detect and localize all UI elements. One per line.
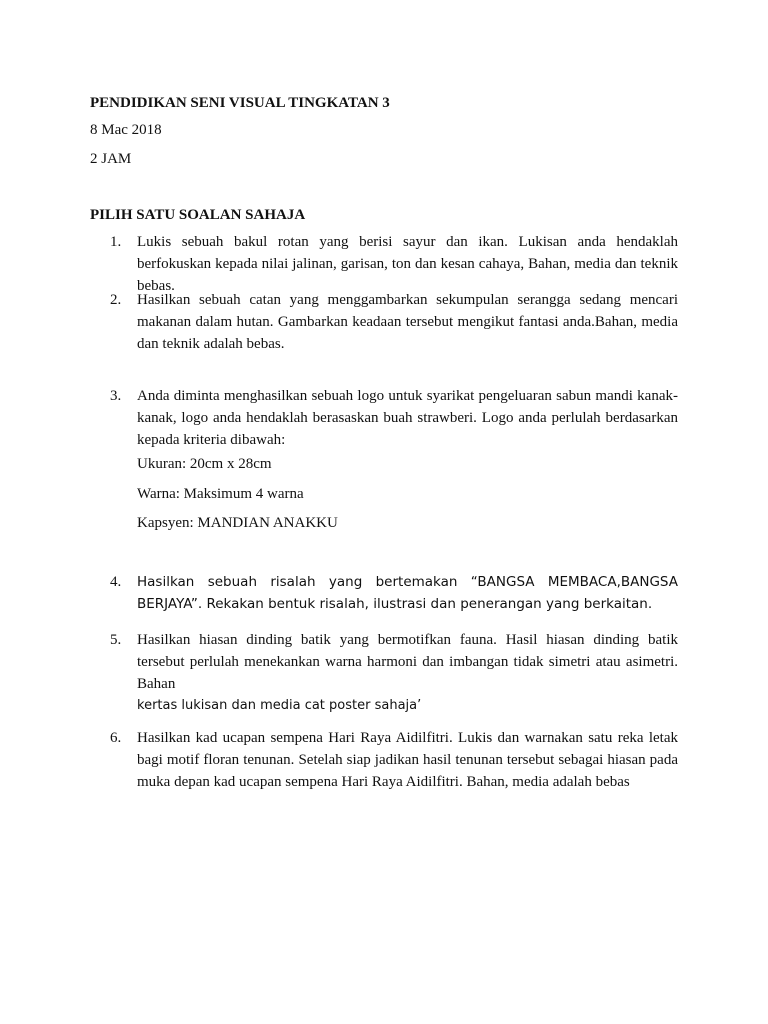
question-4 [110,571,678,615]
question-5 [110,629,678,717]
question-number: 5. [110,632,122,648]
question-number: 1. [110,234,122,250]
instruction-heading: PILIH SATU SOALAN SAHAJA [90,207,306,223]
document-duration: 2 JAM [90,151,132,167]
question-text: Hasilkan hiasan dinding batik yang bermotifkan fauna. Hasil hiasan dinding batik tersebut perlulah menekankan warna harmoni dan imbangan tidak simetri atau asimetri. Bahan [137,632,678,692]
question-number: 4. [110,574,122,590]
criteria-caption: Kapsyen: MANDIAN ANAKKU [137,515,338,531]
question-3 [110,385,678,451]
question-text: Hasilkan sebuah risalah yang bertemakan “BANGSA MEMBACA,BANGSA BERJAYA”. Rekakan bentuk risalah, ilustrasi dan penerangan yang berkaitan. [137,574,678,612]
question-number: 3. [110,388,122,404]
document-date: 8 Mac 2018 [90,122,162,138]
question-2 [110,289,678,355]
criteria-colour: Warna: Maksimum 4 warna [137,486,304,502]
question-number: 2. [110,292,122,308]
question-text: Lukis sebuah bakul rotan yang berisi sayur dan ikan. Lukisan anda hendaklah berfokuskan kepada nilai jalinan, garisan, ton dan kesan cahaya, Bahan, media dan teknik bebas. [137,234,678,294]
document-title: PENDIDIKAN SENI VISUAL TINGKATAN 3 [90,95,390,111]
question-text: Hasilkan sebuah catan yang menggambarkan sekumpulan serangga sedang mencari makanan dalam hutan. Gambarkan keadaan tersebut mengikut fantasi anda.Bahan, media dan teknik adalah bebas. [137,292,678,352]
question-text: Hasilkan kad ucapan sempena Hari Raya Aidilfitri. Lukis dan warnakan satu reka letak bagi motif floran tenunan. Setelah siap jadikan hasil tenunan tersebut sebagai hiasan pada muka depan kad ucapan sempena Hari Raya Aidilfitri. Bahan, media adalah bebas [137,730,678,790]
question-6 [110,727,678,793]
question-text-tail: kertas lukisan dan media cat poster sahaja’ [137,698,422,713]
question-1 [110,231,678,297]
question-text: Anda diminta menghasilkan sebuah logo untuk syarikat pengeluaran sabun mandi kanak-kanak, logo anda hendaklah berasaskan buah strawberi. Logo anda perlulah berdasarkan kepada kriteria dibawah: [137,388,678,448]
question-number: 6. [110,730,122,746]
criteria-size: Ukuran: 20cm x 28cm [137,456,272,472]
